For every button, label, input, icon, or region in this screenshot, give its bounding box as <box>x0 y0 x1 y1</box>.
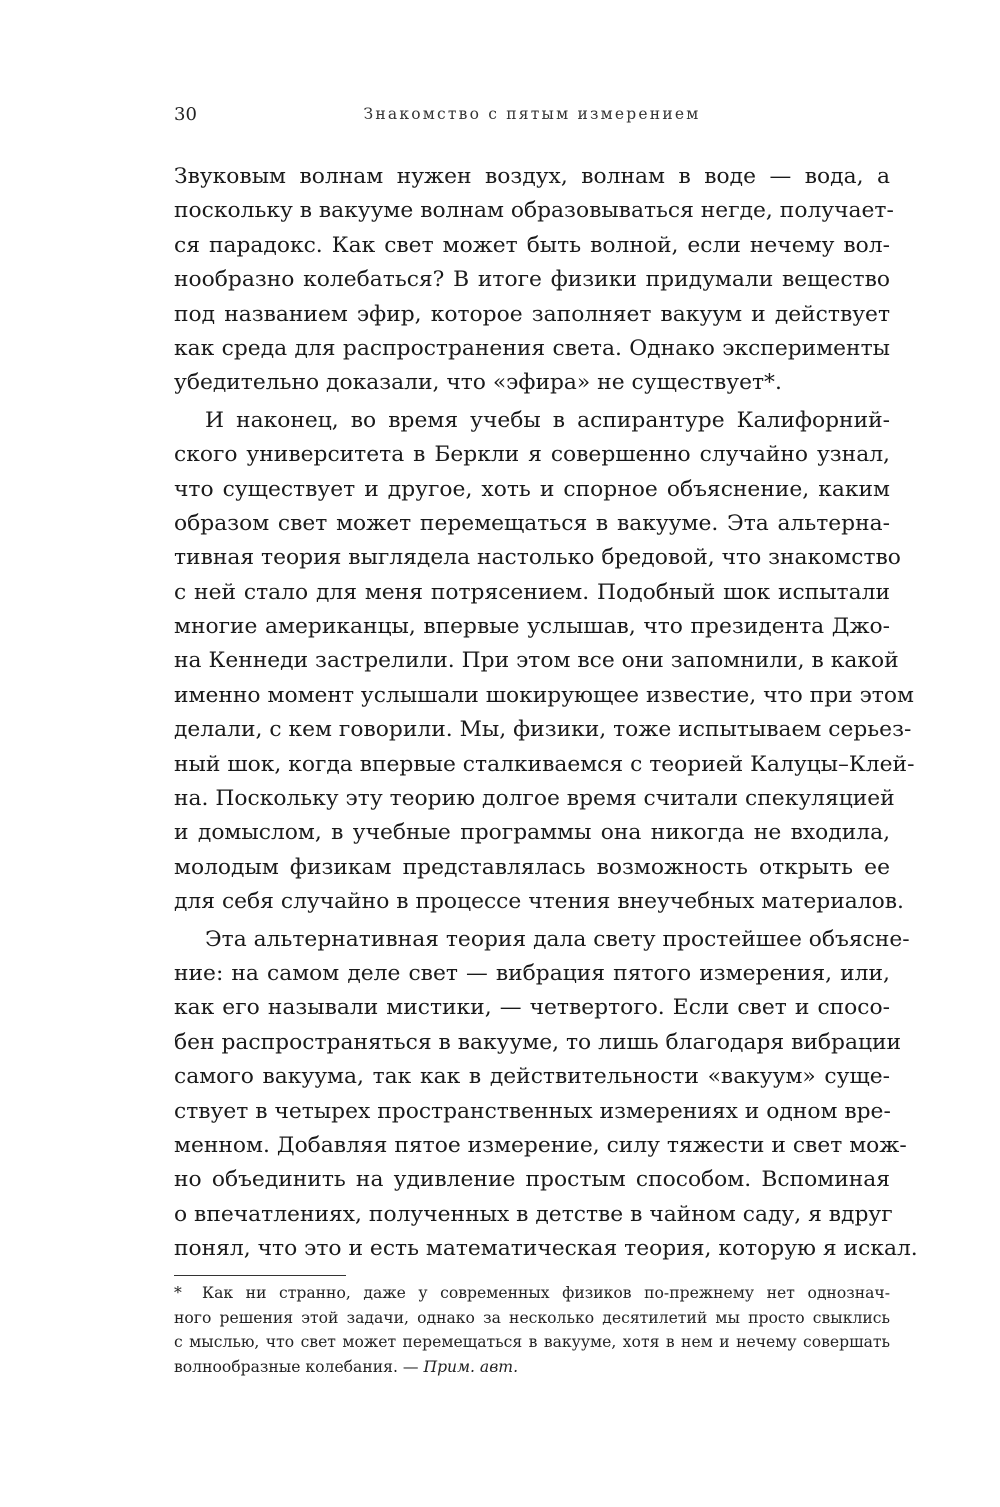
paragraph-1 <box>174 160 894 401</box>
text-line: нообразно колебаться? В итоге физики придумали вещество <box>174 267 890 293</box>
text-line: поскольку в вакууме волнам образовываться негде, получает- <box>174 198 894 224</box>
paragraph-2 <box>174 404 915 920</box>
text-line: как его называли мистики, — четвертого. Если свет и спосо- <box>174 995 890 1021</box>
text-line: бен распространяться в вакууме, то лишь благодаря вибрации <box>174 1029 902 1055</box>
text-line: понял, что это и есть математическая теория, которую я искал. <box>174 1236 918 1262</box>
text-line: ского университета в Беркли я совершенно случайно узнал, <box>174 442 890 468</box>
text-line: образом свет может перемещаться в вакууме. Эта альтерна- <box>174 510 890 536</box>
text-line: менном. Добавляя пятое измерение, силу тяжести и свет мож- <box>174 1132 907 1158</box>
paragraph-3 <box>174 923 918 1267</box>
footnote-divider <box>174 1275 346 1276</box>
footnote-line: ного решения этой задачи, однако за несколько десятилетий мы просто свыклись <box>174 1308 890 1327</box>
text-line: Звуковым волнам нужен воздух, волнам в воде — вода, а <box>174 164 890 189</box>
text-line: что существует и другое, хоть и спорное объяснение, каким <box>174 476 890 502</box>
text-line: Эта альтернативная теория дала свету простейшее объясне- <box>205 926 910 952</box>
footnote-line: с мыслью, что свет может перемещаться в вакууме, хотя в нем и нечему совершать <box>174 1333 890 1352</box>
footnote-line <box>174 1281 890 1306</box>
text-line: но объединить на удивление простым способом. Вспоминая <box>174 1167 890 1193</box>
page-number: 30 <box>174 104 197 125</box>
text-line: молодым физикам представлялась возможность открыть ее <box>174 854 890 880</box>
footnote-text: Как ни странно, даже у современных физиков по-прежнему нет однознач- <box>202 1284 890 1302</box>
text-line: о впечатлениях, полученных в детстве в чайном саду, я вдруг <box>174 1201 893 1227</box>
footnote <box>174 1281 890 1379</box>
text-line: на Кеннеди застрелили. При этом все они запомнили, в какой <box>174 648 899 674</box>
text-line: ся парадокс. Как свет может быть волной, если нечему вол- <box>174 232 890 258</box>
text-line: тивная теория выглядела настолько бредовой, что знакомство <box>174 545 901 571</box>
footnote-attribution: Прим. авт. <box>423 1357 519 1376</box>
text-line: для себя случайно в процессе чтения внеучебных материалов. <box>174 889 904 915</box>
text-line: делали, с кем говорили. Мы, физики, тоже испытываем серьез- <box>174 717 912 743</box>
text-line: как среда для распространения света. Однако эксперименты <box>174 335 890 361</box>
text-line: на. Поскольку эту теорию долгое время считали спекуляцией <box>174 786 895 812</box>
running-title: Знакомство с пятым измерением <box>363 105 701 123</box>
running-header <box>174 104 890 134</box>
text-line: и домыслом, в учебные программы она никогда не входила, <box>174 820 890 846</box>
text-line: ние: на самом деле свет — вибрация пятого измерения, или, <box>174 960 890 986</box>
text-line: убедительно доказали, что «эфира» не существует*. <box>174 370 782 396</box>
text-line: с ней стало для меня потрясением. Подобный шок испытали <box>174 579 890 605</box>
text-line: именно момент услышали шокирующее известие, что при этом <box>174 682 914 708</box>
text-line: под названием эфир, которое заполняет вакуум и действует <box>174 301 890 327</box>
text-line: самого вакуума, так как в действительности «вакуум» суще- <box>174 1064 890 1090</box>
footnote-marker: * <box>174 1284 182 1302</box>
main-text <box>174 160 918 1267</box>
text-line: ный шок, когда впервые сталкиваемся с теорией Калуцы–Клей- <box>174 751 915 777</box>
text-line: ствует в четырех пространственных измерениях и одном вре- <box>174 1098 891 1124</box>
text-line: И наконец, во время учебы в аспирантуре Калифорний- <box>205 407 890 433</box>
footnote-line <box>174 1355 890 1380</box>
text-line: многие американцы, впервые услышав, что президента Джо- <box>174 614 890 640</box>
footnote-text: волнообразные колебания. — <box>174 1357 419 1376</box>
